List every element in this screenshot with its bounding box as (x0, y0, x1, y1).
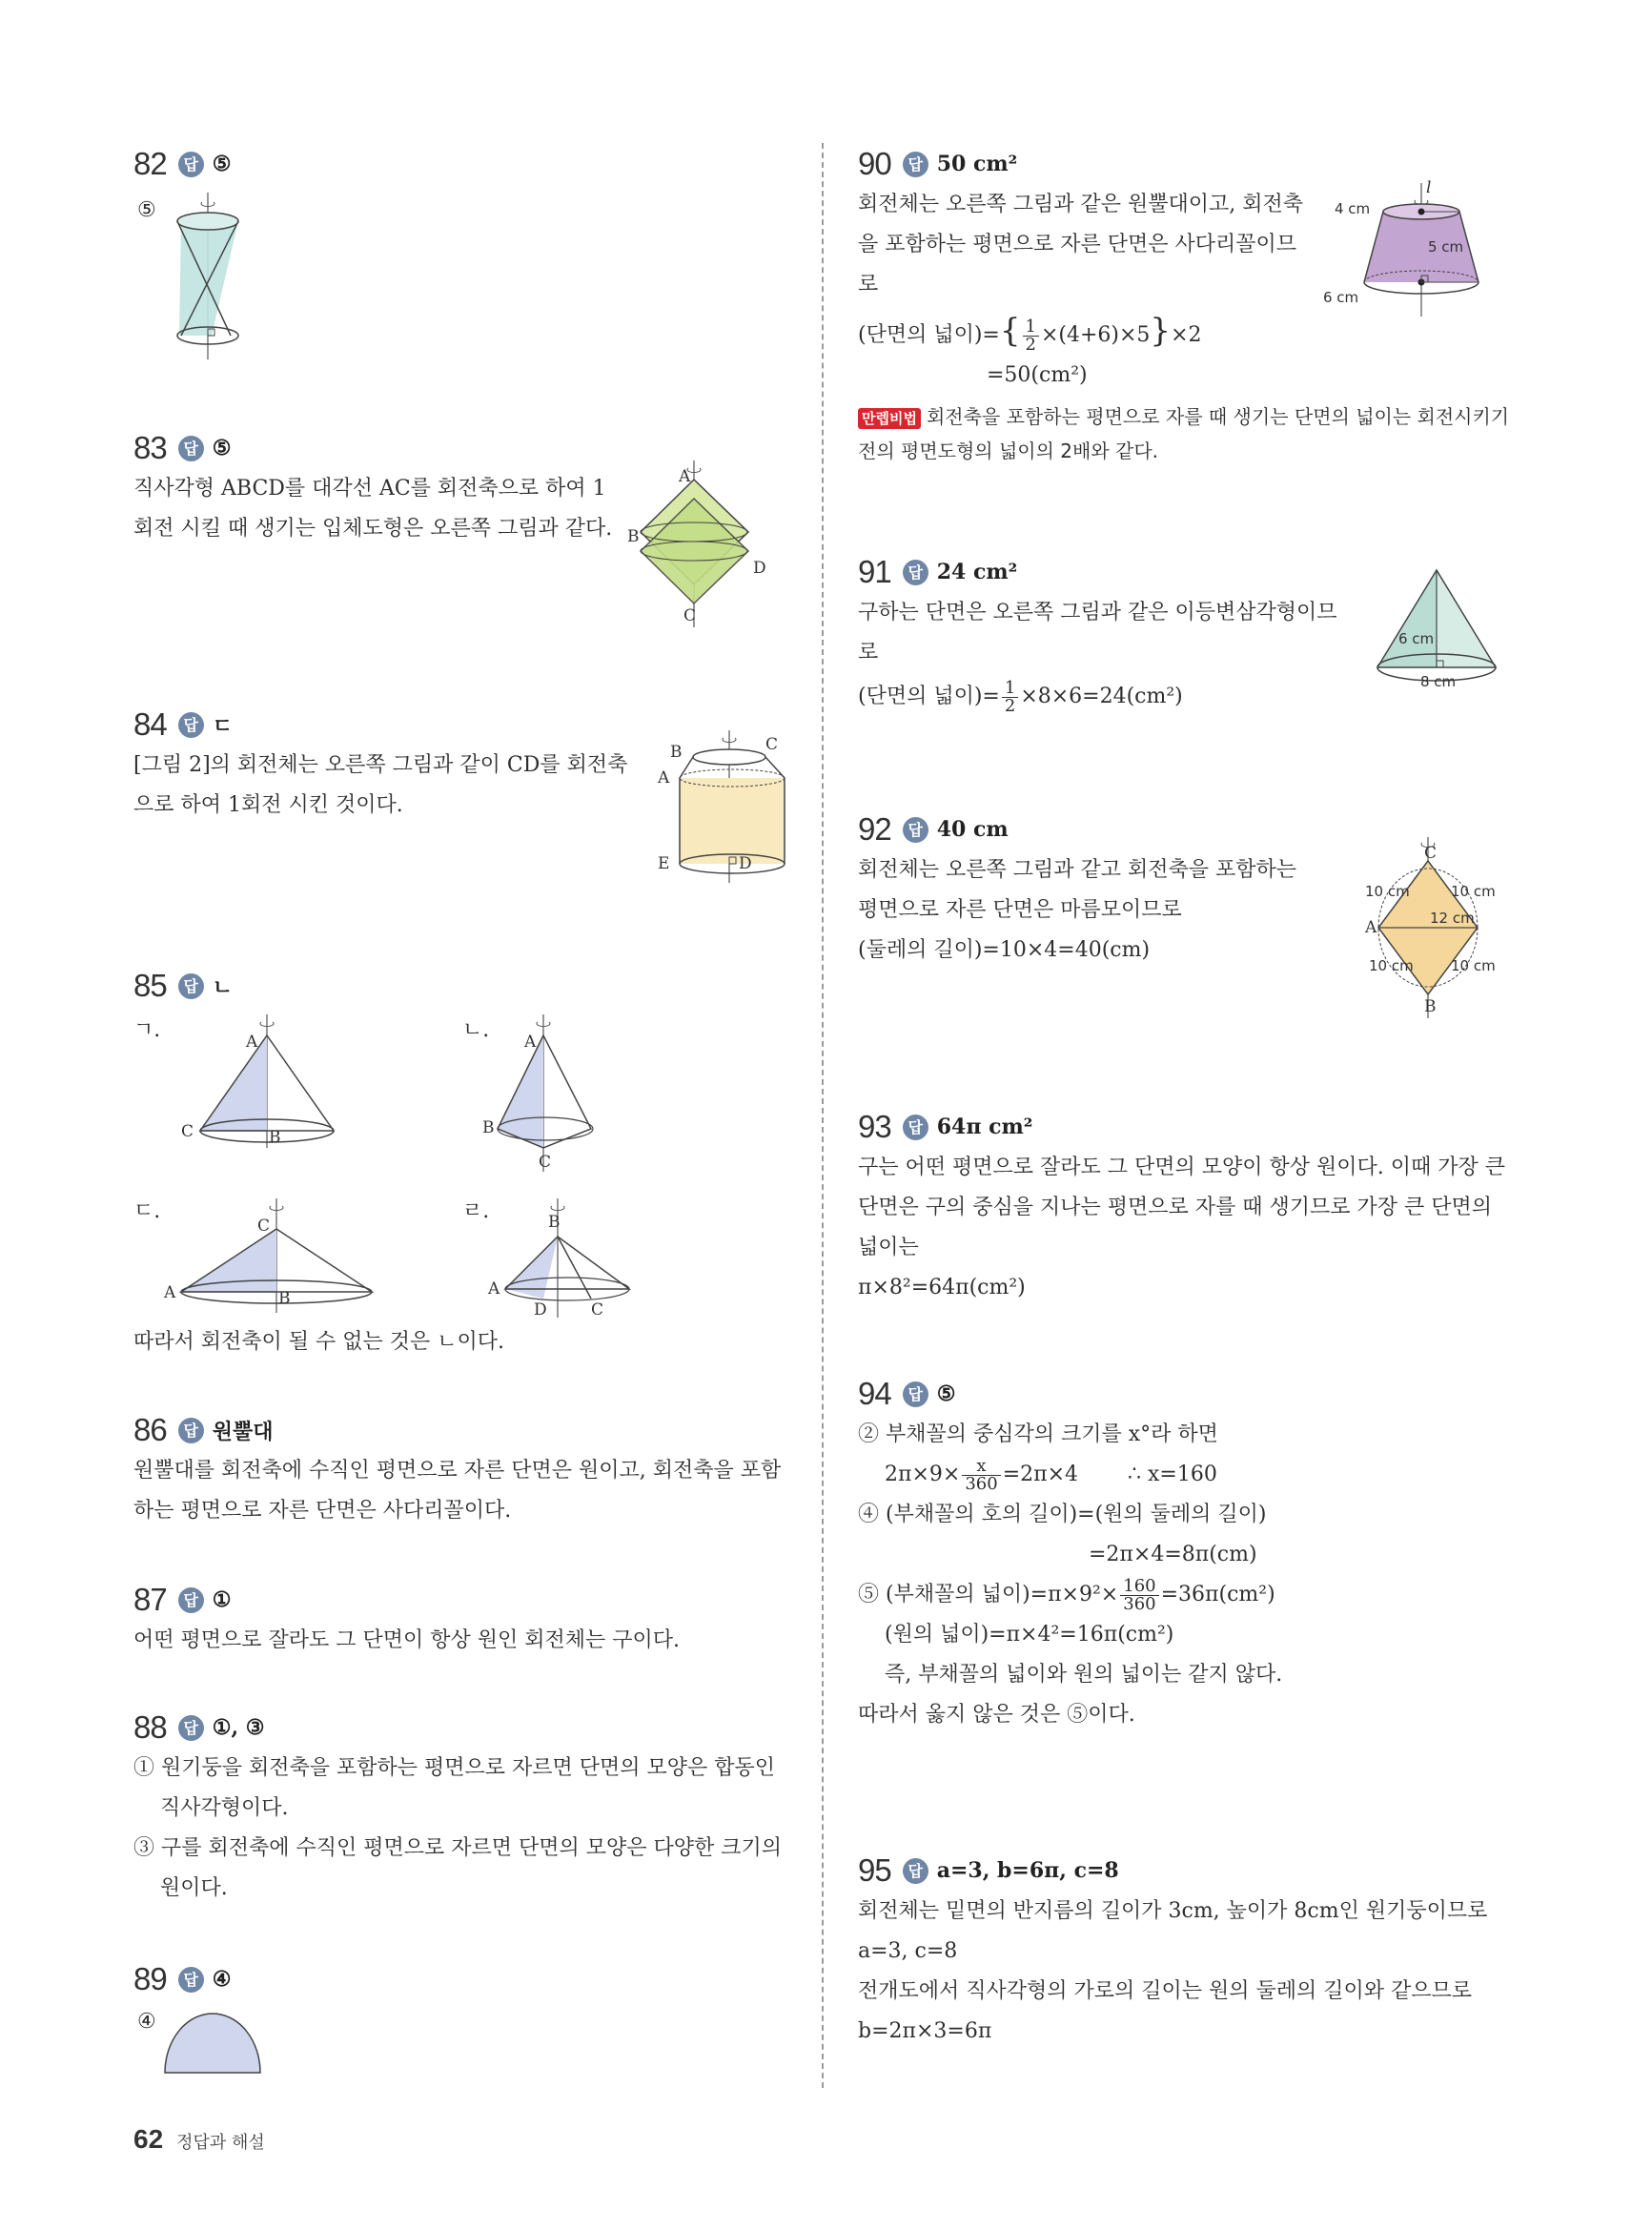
answer-value: 40 cm (936, 817, 1009, 842)
problem-85 (133, 965, 791, 1354)
figure-b (482, 1014, 639, 1172)
fraction (1120, 1575, 1158, 1614)
equation-part: (단면의 넓이)= (858, 685, 1000, 708)
problem-89 (133, 1958, 791, 2034)
vertex-label: C (765, 735, 779, 754)
problem-number: 95 (858, 1852, 891, 1888)
explanation-line: 따라서 옳지 않은 것은 ⑤이다. (858, 1703, 1135, 1727)
answer-badge: 답 (178, 1715, 204, 1741)
answer-badge: 답 (178, 973, 204, 999)
vertex-label: A (488, 1279, 500, 1299)
equation-part: 2π×9× (885, 1463, 961, 1486)
problem-94 (858, 1373, 1516, 1735)
problem-86 (133, 1409, 791, 1531)
explanation-text: [그림 2]의 회전체는 오른쪽 그림과 같이 CD를 회전축으로 하여 1회전 시킨 것이다. (133, 753, 628, 817)
problem-number: 91 (858, 554, 891, 589)
dimension-label: 6 cm (1398, 630, 1435, 647)
rotated-rectangle-figure (629, 460, 791, 627)
frustum-figure (1323, 178, 1514, 317)
explanation-line: (원의 넓이)=π×4²=16π(cm²) (885, 1623, 1174, 1647)
vertex-label: A (1365, 918, 1377, 937)
equation-part: ×8×6=24(cm²) (1020, 685, 1183, 708)
equation-part: ×2 (1171, 323, 1202, 347)
fraction-denominator: 360 (965, 1473, 998, 1494)
problem-82 (133, 143, 791, 222)
fraction-denominator: 360 (1123, 1593, 1156, 1614)
answer-value: ㄷ (212, 713, 233, 739)
equation-part: ×(4+6)×5 (1040, 323, 1151, 347)
dimension-label: 8 cm (1420, 673, 1457, 690)
equation-area (858, 1455, 1516, 1495)
problem-number: 82 (133, 146, 167, 181)
answer-value: ⑤ (212, 436, 232, 460)
dimension-label: 10 cm (1451, 957, 1496, 974)
equation-part: ⑤ (부채꼴의 넓이)=π×9²× (858, 1583, 1119, 1606)
explanation-line: ④ (부채꼴의 호의 길이)=(원의 둘레의 길이) (858, 1503, 1267, 1526)
explanation-text: 구는 어떤 평면으로 잘라도 그 단면의 모양이 항상 원이다. 이때 가장 큰 단면은 구의 중심을 지나는 평면으로 자를 때 생기므로 가장 큰 단면의 넓이는 (858, 1156, 1505, 1259)
vertex-label: D (739, 854, 752, 873)
tip-box (858, 399, 1516, 468)
answer-value: ⑤ (936, 1381, 956, 1406)
item-label: ㄹ. (462, 1199, 490, 1223)
equation-conclusion: ∴ x=160 (1128, 1463, 1217, 1486)
equation-part: (단면의 넓이)= (858, 323, 1000, 347)
vertex-label: B (278, 1289, 291, 1308)
page-number: 62 (133, 2124, 164, 2154)
figure-c (162, 1198, 400, 1313)
problem-number: 93 (858, 1109, 891, 1144)
vertex-label: E (658, 854, 670, 873)
answer-value: 64π cm² (936, 1115, 1033, 1139)
dimension-label: 10 cm (1365, 883, 1410, 900)
equation-area (858, 1575, 1516, 1615)
problem-90 (858, 143, 1516, 468)
fraction-denominator: 2 (1004, 695, 1016, 716)
vertex-label: C (1424, 844, 1438, 863)
problem-number: 84 (133, 706, 167, 742)
fraction-denominator: 2 (1025, 334, 1036, 355)
left-brace: { (999, 312, 1021, 350)
answer-value: 24 cm² (936, 560, 1018, 584)
answer-value: ①, ③ (212, 1715, 265, 1740)
equation: (둘레의 길이)=10×4=40(cm) (858, 938, 1151, 962)
problem-95 (858, 1850, 1516, 2052)
answer-badge: 답 (903, 817, 928, 843)
explanation-text: 어떤 평면으로 잘라도 그 단면이 항상 원인 회전체는 구이다. (133, 1628, 680, 1652)
vertex-label: B (627, 527, 640, 546)
tip-badge: 만렙비법 (858, 408, 921, 429)
problem-number: 94 (858, 1376, 891, 1411)
explanation-text: 직사각형 ABCD를 대각선 AC를 회전축으로 하여 1회전 시킬 때 생기는 입체도형은 오른쪽 그림과 같다. (133, 477, 613, 541)
fraction (1002, 677, 1018, 716)
answer-value: ㄴ (212, 974, 233, 1000)
vertex-label: D (753, 559, 766, 578)
problem-92 (858, 808, 1516, 1016)
dimension-label: 10 cm (1369, 957, 1414, 974)
choice-label: ④ (137, 2010, 156, 2034)
problem-number: 86 (133, 1412, 167, 1447)
tip-text: 회전축을 포함하는 평면으로 자를 때 생기는 단면의 넓이는 회전시키기 전의 평면도형의 넓이의 2배와 같다. (858, 405, 1510, 462)
problem-91 (858, 551, 1516, 717)
fraction-numerator: 1 (1002, 680, 1018, 698)
explanation-text: 원뿔대를 회전축에 수직인 평면으로 자른 단면은 원이고, 회전축을 포함하는 평면으로 자른 단면은 사다리꼴이다. (133, 1459, 782, 1523)
problem-number: 89 (133, 1961, 167, 1996)
right-brace: } (1150, 312, 1172, 350)
answer-value: ① (212, 1587, 232, 1612)
dimension-label: 6 cm (1323, 289, 1359, 306)
vertex-label: A (679, 467, 691, 486)
answer-value: 원뿔대 (212, 1419, 274, 1444)
item-label: ㄷ. (133, 1199, 161, 1223)
explanation-line: ② 부채꼴의 중심각의 크기를 x°라 하면 (858, 1422, 1218, 1446)
dimension-label: 12 cm (1430, 910, 1475, 927)
problem-84 (133, 704, 791, 873)
dimension-label: 10 cm (1451, 883, 1496, 900)
figure-a (162, 1014, 353, 1148)
problem-number: 88 (133, 1709, 167, 1745)
vertex-label: B (670, 743, 683, 762)
item-label: ㄴ. (462, 1018, 490, 1042)
page-footer (133, 2124, 265, 2155)
answer-badge: 답 (903, 1381, 928, 1407)
explanation-line: 즉, 부채꼴의 넓이와 원의 넓이는 같지 않다. (885, 1663, 1283, 1687)
problem-number: 90 (858, 146, 891, 181)
vertex-label: C (683, 606, 697, 625)
dimension-label: 4 cm (1335, 200, 1371, 217)
answer-badge: 답 (178, 1418, 204, 1443)
answer-badge: 답 (178, 436, 204, 461)
choice-label: ⑤ (137, 198, 156, 222)
double-cone-rhombus-figure (1335, 837, 1516, 1018)
problem-number: 87 (133, 1582, 167, 1617)
explanation-line: =2π×4=8π(cm) (1089, 1543, 1257, 1566)
answer-value: ④ (212, 1967, 232, 1992)
equation-area (858, 311, 1516, 356)
explanation-line: b=2π×3=6π (858, 2019, 992, 2043)
vertex-label: B (1424, 997, 1437, 1016)
answer-badge: 답 (903, 1115, 928, 1140)
problem-number: 85 (133, 968, 167, 1003)
equation-result: =50(cm²) (987, 363, 1088, 387)
explanation-text: 회전체는 오른쪽 그림과 같고 회전축을 포함하는 평면으로 자른 단면은 마름모이므로 (858, 858, 1297, 922)
explanation-line: 전개도에서 직사각형의 가로의 길이는 원의 둘레의 길이와 같으므로 (858, 1979, 1473, 2003)
vertex-label: A (246, 1033, 258, 1052)
explanation-line: a=3, c=8 (858, 1939, 958, 1963)
vertex-label: B (269, 1128, 281, 1147)
axis-label: l (1426, 178, 1432, 197)
problem-88 (133, 1707, 791, 1909)
explanation-text: 회전체는 오른쪽 그림과 같은 원뿔대이고, 회전축을 포함하는 평면으로 자른 단면은 사다리꼴이므로 (858, 193, 1304, 297)
answer-badge: 답 (178, 1967, 204, 1993)
problem-number: 83 (133, 430, 167, 465)
vertex-label: A (164, 1283, 176, 1302)
problem-83 (133, 427, 791, 625)
problem-93 (858, 1106, 1516, 1308)
vertex-label: A (658, 768, 670, 788)
explanation-text: 구하는 단면은 오른쪽 그림과 같은 이등변삼각형이므로 (858, 601, 1337, 665)
vertex-label: D (534, 1300, 547, 1320)
item-label: ㄱ. (133, 1018, 161, 1042)
equation-part: =2π×4 (1002, 1463, 1079, 1486)
semicircle-figure (162, 2008, 267, 2077)
problem-number: 92 (858, 811, 891, 847)
vertex-label: A (524, 1033, 537, 1052)
vertex-label: C (257, 1217, 271, 1236)
fraction-numerator: 160 (1120, 1578, 1158, 1596)
answer-badge: 답 (178, 1587, 204, 1613)
answer-value: a=3, b=6π, c=8 (936, 1858, 1119, 1883)
answer-badge: 답 (178, 712, 204, 738)
fraction-numerator: x (962, 1458, 1000, 1476)
answer-value: ⑤ (212, 152, 232, 176)
vertex-label: C (539, 1153, 552, 1172)
vertex-label: C (591, 1300, 604, 1320)
explanation-item-3: ③ 구를 회전축에 수직인 평면으로 자르면 단면의 모양은 다양한 크기의 원이다. (133, 1836, 782, 1900)
vertex-label: B (482, 1118, 495, 1137)
answer-value: 50 cm² (936, 152, 1018, 176)
explanation-item-1: ① 원기둥을 회전축을 포함하는 평면으로 자르면 단면의 모양은 합동인 직사각형이다. (133, 1756, 776, 1820)
column-divider (822, 143, 824, 2088)
fraction (1023, 318, 1039, 354)
vertex-label: C (181, 1122, 194, 1141)
answer-badge: 답 (903, 560, 928, 585)
conclusion-text: 따라서 회전축이 될 수 없는 것은 ㄴ이다. (133, 1330, 504, 1354)
equation-part: =36π(cm²) (1160, 1583, 1275, 1606)
cylinder-cone-figure (653, 730, 786, 883)
answer-badge: 답 (903, 1858, 928, 1884)
page-section-title: 정답과 해설 (176, 2133, 265, 2153)
double-cone-figure (162, 193, 276, 364)
problem-87 (133, 1579, 791, 1661)
dimension-label: 5 cm (1428, 238, 1464, 256)
equation: π×8²=64π(cm²) (858, 1276, 1026, 1299)
explanation-line: 회전체는 밑면의 반지름의 길이가 3cm, 높이가 8cm인 원기둥이므로 (858, 1899, 1488, 1923)
vertex-label: B (548, 1213, 561, 1232)
fraction-numerator: 1 (1023, 318, 1039, 337)
answer-badge: 답 (178, 152, 204, 177)
figure-d (486, 1198, 677, 1322)
cone-section-figure (1368, 563, 1511, 696)
fraction (962, 1455, 1000, 1494)
answer-badge: 답 (903, 152, 928, 177)
